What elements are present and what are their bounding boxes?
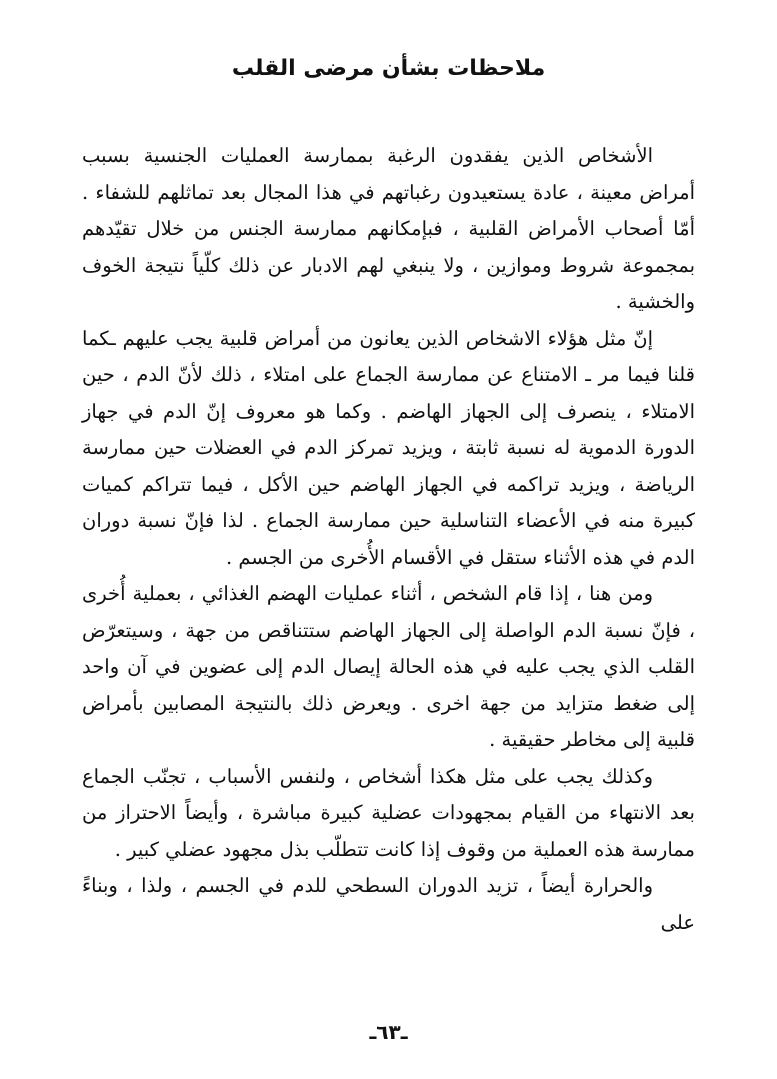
- paragraph-5: والحرارة أيضاً ، تزيد الدوران السطحي للدم في الجسم ، ولذا ، وبناءً على: [82, 874, 695, 934]
- page-title: ملاحظات بشأن مرضى القلب: [231, 56, 546, 81]
- paragraph-1: الأشخاص الذين يفقدون الرغبة بممارسة العمليات الجنسية بسبب أمراض معينة ، عادة يستعيدون رغباتهم في هذا المجال بعد تماثلهم للشفاء . أمّا أصحاب الأمراض القلبية ، فبإمكانهم ممارسة الجنس من خلال تقيّدهم بمجموعة شروط وموازين ، ولا ينبغي لهم الادبار عن ذلك كلّياً نتيجة الخوف والخشية .: [82, 144, 695, 313]
- page-number: ـ٦٣ـ: [369, 1020, 408, 1044]
- body-text: [82, 138, 695, 941]
- paragraph-2: إنّ مثل هؤلاء الاشخاص الذين يعانون من أمراض قلبية يجب عليهم ـكما قلنا فيما مر ـ الامتناع عن ممارسة الجماع على امتلاء ، ذلك لأنّ الدم ، حين الامتلاء ، ينصرف إلى الجهاز الهاضم . وكما هو معروف إنّ الدم في جهاز الدورة الدموية له نسبة ثابتة ، ويزيد تمركز الدم في العضلات حين ممارسة الرياضة ، ويزيد تراكمه في الجهاز الهاضم حين الأكل ، فيما تتراكم كميات كبيرة منه في الأعضاء التناسلية حين ممارسة الجماع . لذا فإنّ نسبة دوران الدم في هذه الأثناء ستقل في الأقسام الأُخرى من الجسم .: [82, 326, 695, 569]
- paragraph-4: وكذلك يجب على مثل هكذا أشخاص ، ولنفس الأسباب ، تجنّب الجماع بعد الانتهاء من القيام بمجهودات عضلية كبيرة مباشرة ، وأيضاً الاحتراز من ممارسة هذه العملية من وقوف إذا كانت تتطلّب بذل مجهود عضلي كبير .: [82, 764, 695, 861]
- paragraph-3: ومن هنا ، إذا قام الشخص ، أثناء عمليات الهضم الغذائي ، بعملية أُخرى ، فإنّ نسبة الدم الواصلة إلى الجهاز الهاضم ستتناقص من جهة ، وسيتعرّض القلب الذي يجب عليه في هذه الحالة إيصال الدم إلى عضوين في آن واحد إلى ضغط متزايد من جهة اخرى . ويعرض ذلك بالنتيجة المصابين بأمراض قلبية إلى مخاطر حقيقية .: [82, 582, 695, 751]
